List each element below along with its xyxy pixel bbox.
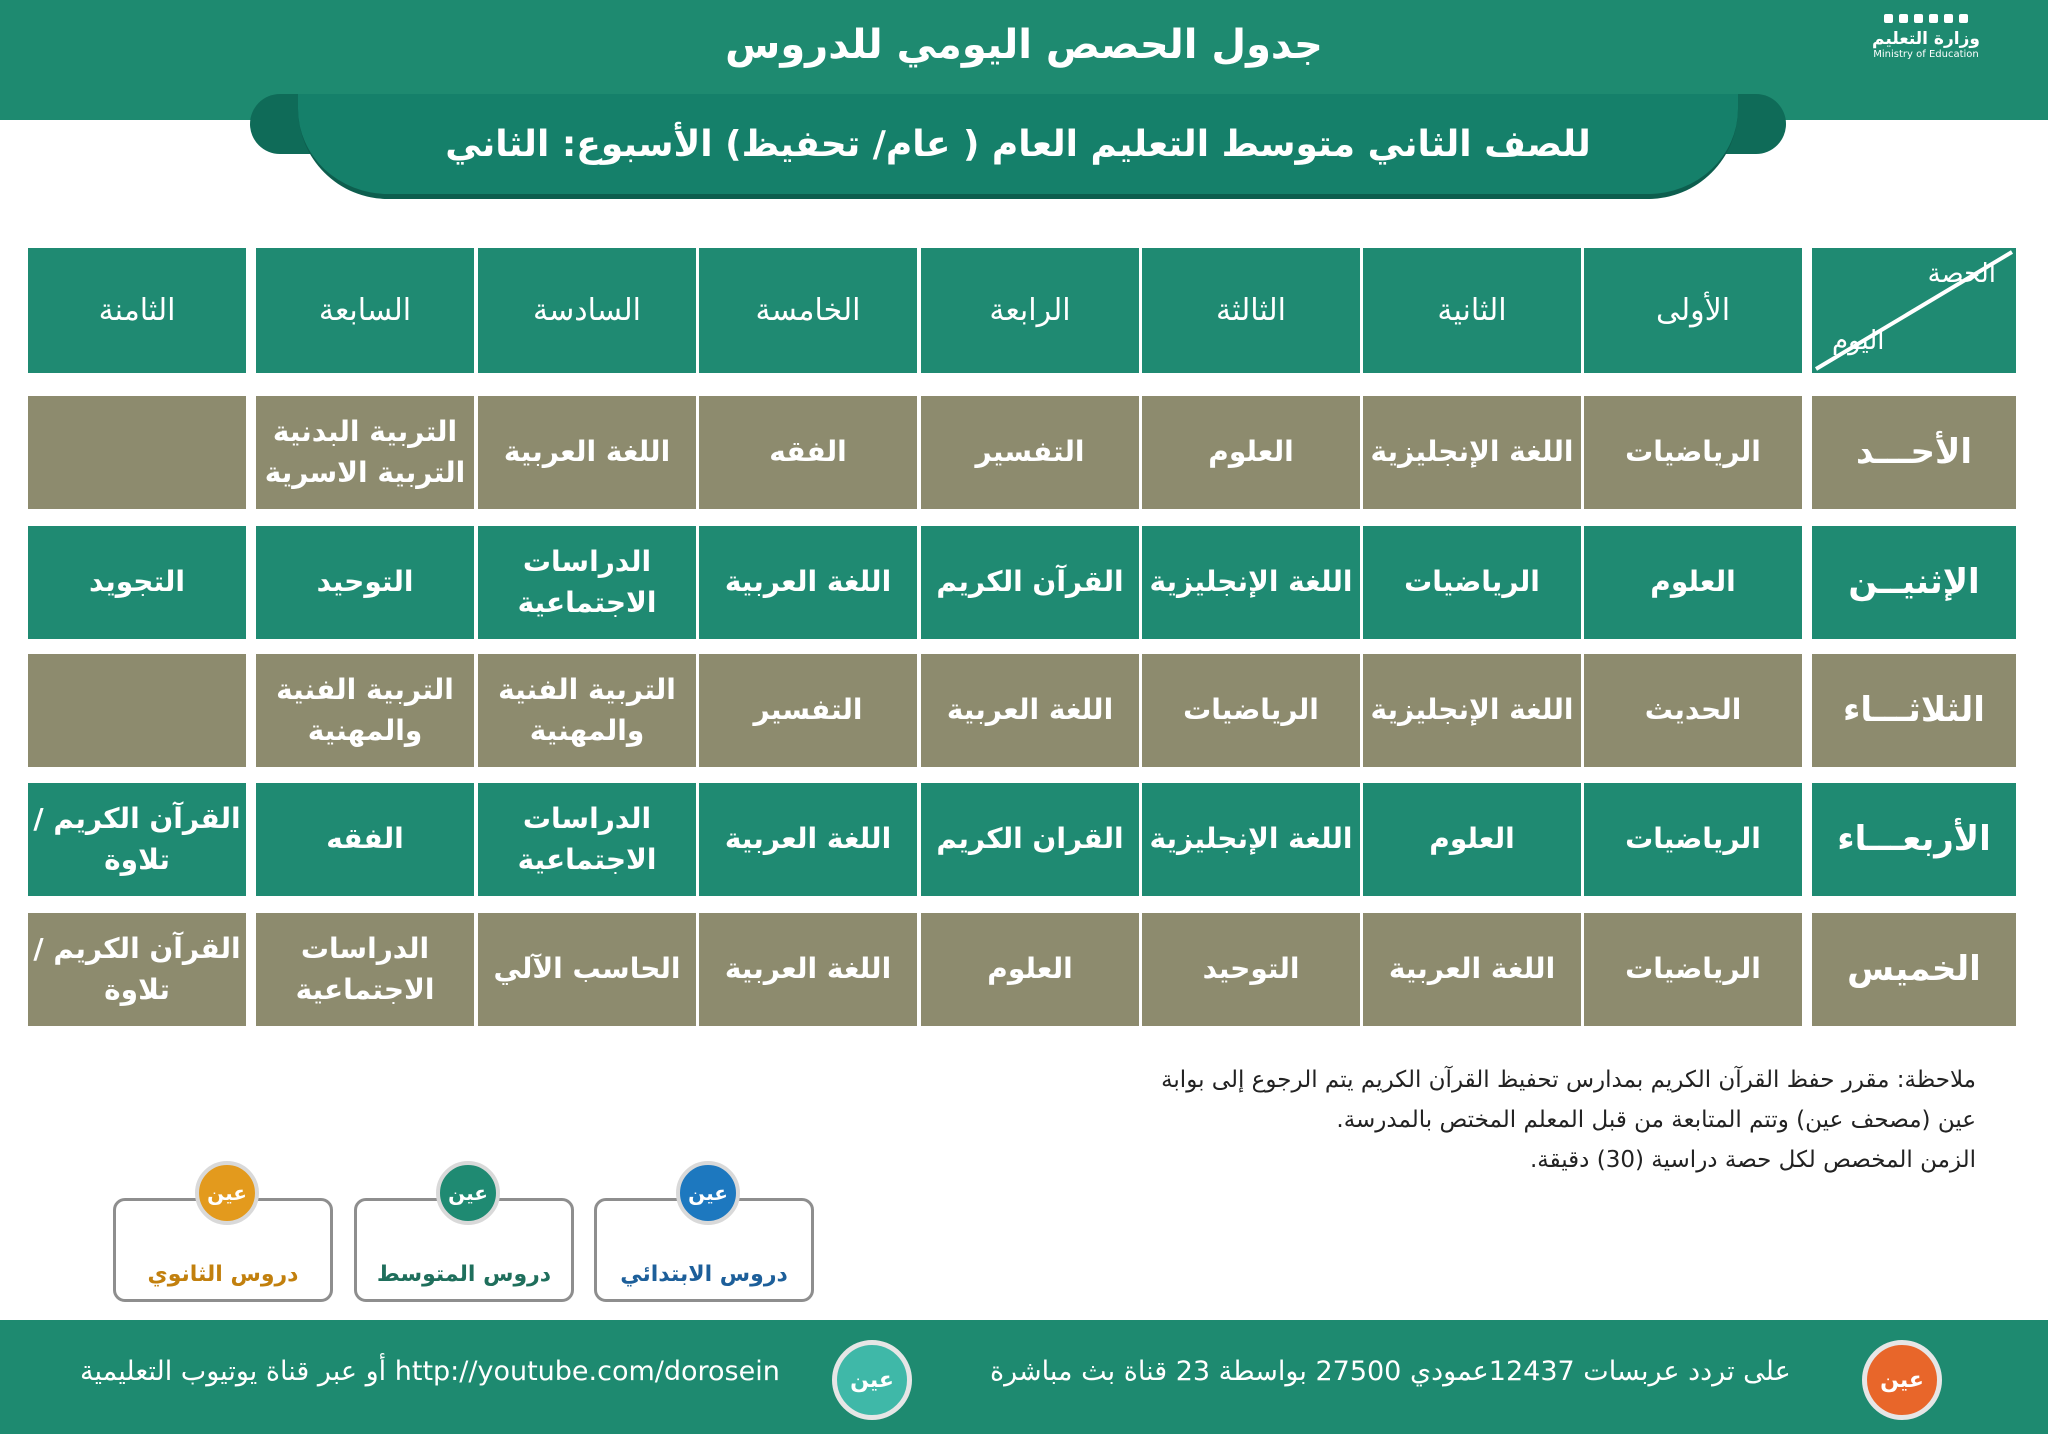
- schedule-cell: [28, 396, 246, 509]
- period-header: الخامسة: [699, 248, 917, 373]
- schedule-cell: اللغة الإنجليزية: [1363, 654, 1581, 767]
- logo-english-text: Ministry of Education: [1873, 49, 1979, 60]
- schedule-cell: القران الكريم: [921, 783, 1139, 896]
- day-label: الأربعـــاء: [1812, 783, 2016, 896]
- youtube-channel-text[interactable]: http://youtube.com/dorosein أو عبر قناة يوتيوب التعليمية: [80, 1356, 780, 1387]
- schedule-cell: الرياضيات: [1363, 526, 1581, 639]
- schedule-cell: اللغة العربية: [699, 913, 917, 1026]
- schedule-cell: اللغة العربية: [699, 526, 917, 639]
- schedule-cell: اللغة الإنجليزية: [1363, 396, 1581, 509]
- schedule-cell: اللغة الإنجليزية: [1142, 526, 1360, 639]
- badge-primary-lessons[interactable]: [594, 1181, 814, 1302]
- day-label: الإثنيــن: [1812, 526, 2016, 639]
- footer-band: [0, 1320, 2048, 1434]
- schedule-note: [940, 1060, 1976, 1180]
- schedule-cell: القرآن الكريم: [921, 526, 1139, 639]
- schedule-cell: العلوم: [1142, 396, 1360, 509]
- badge-secondary-lessons[interactable]: [113, 1181, 333, 1302]
- schedule-cell: التوحيد: [1142, 913, 1360, 1026]
- period-header: الرابعة: [921, 248, 1139, 373]
- period-header: الأولى: [1584, 248, 1802, 373]
- schedule-cell: اللغة الإنجليزية: [1142, 783, 1360, 896]
- day-label: الثلاثـــاء: [1812, 654, 2016, 767]
- badge-label: دروس المتوسط: [376, 1262, 552, 1287]
- period-header: الثانية: [1363, 248, 1581, 373]
- ein-logo-icon: عين: [676, 1161, 740, 1225]
- schedule-cell: الحديث: [1584, 654, 1802, 767]
- note-line: الزمن المخصص لكل حصة دراسية (30) دقيقة.: [1529, 1147, 1976, 1173]
- satellite-frequency-text: على تردد عربسات 12437عمودي 27500 بواسطة 23 قناة بث مباشرة: [990, 1356, 1791, 1387]
- schedule-cell: التوحيد: [256, 526, 474, 639]
- corner-day-label: اليوم: [1832, 326, 1885, 357]
- schedule-cell: الدراسات الاجتماعية: [478, 783, 696, 896]
- schedule-cell: اللغة العربية: [1363, 913, 1581, 1026]
- period-header: الثالثة: [1142, 248, 1360, 373]
- ministry-logo-mark-icon: [1836, 14, 2016, 23]
- schedule-cell: الحاسب الآلي: [478, 913, 696, 1026]
- schedule-cell: التجويد: [28, 526, 246, 639]
- schedule-cell: الرياضيات: [1142, 654, 1360, 767]
- schedule-cell: الرياضيات: [1584, 396, 1802, 509]
- ein-logo-icon: عين: [436, 1161, 500, 1225]
- schedule-cell: العلوم: [921, 913, 1139, 1026]
- period-header: السادسة: [478, 248, 696, 373]
- page-title: جدول الحصص اليومي للدروس: [725, 22, 1323, 68]
- schedule-cell: التربية الفنية والمهنية: [256, 654, 474, 767]
- period-header: السابعة: [256, 248, 474, 373]
- day-label: الأحـــد: [1812, 396, 2016, 509]
- schedule-cell: الرياضيات: [1584, 913, 1802, 1026]
- corner-period-label: الحصة: [1927, 259, 1996, 289]
- schedule-cell: الفقه: [256, 783, 474, 896]
- schedule-cell: القرآن الكريم / تلاوة: [28, 783, 246, 896]
- ein-channel-logo-icon: عين: [832, 1340, 912, 1420]
- schedule-cell: التفسير: [921, 396, 1139, 509]
- schedule-table: [28, 248, 2016, 1028]
- badge-intermediate-lessons[interactable]: [354, 1181, 574, 1302]
- schedule-cell: التربية الفنية والمهنية: [478, 654, 696, 767]
- ein-tv-logo-icon: عين: [1862, 1340, 1942, 1420]
- schedule-cell: الرياضيات: [1584, 783, 1802, 896]
- logo-arabic-text: وزارة التعليم: [1872, 29, 1980, 49]
- schedule-cell: الدراسات الاجتماعية: [478, 526, 696, 639]
- schedule-cell: التفسير: [699, 654, 917, 767]
- day-label: الخميس: [1812, 913, 2016, 1026]
- badge-label: دروس الابتدائي: [620, 1262, 788, 1287]
- schedule-cell: [28, 654, 246, 767]
- period-header: الثامنة: [28, 248, 246, 373]
- page-subtitle: للصف الثاني متوسط التعليم العام ( عام/ تحفيظ) الأسبوع: الثاني: [445, 124, 1591, 165]
- corner-header-cell: [1812, 248, 2016, 373]
- schedule-cell: العلوم: [1584, 526, 1802, 639]
- ein-logo-icon: عين: [195, 1161, 259, 1225]
- schedule-cell: اللغة العربية: [478, 396, 696, 509]
- schedule-cell: التربية البدنية التربية الاسرية: [256, 396, 474, 509]
- badge-label: دروس الثانوي: [147, 1262, 299, 1287]
- note-line: عين (مصحف عين) وتتم المتابعة من قبل المعلم المختص بالمدرسة.: [1336, 1107, 1976, 1133]
- schedule-cell: الدراسات الاجتماعية: [256, 913, 474, 1026]
- schedule-cell: اللغة العربية: [921, 654, 1139, 767]
- schedule-cell: اللغة العربية: [699, 783, 917, 896]
- schedule-cell: الفقه: [699, 396, 917, 509]
- ministry-logo: [1836, 14, 2016, 114]
- schedule-cell: القرآن الكريم / تلاوة: [28, 913, 246, 1026]
- note-line: ملاحظة: مقرر حفظ القرآن الكريم بمدارس تحفيظ القرآن الكريم يتم الرجوع إلى بوابة: [1161, 1067, 1976, 1093]
- schedule-cell: العلوم: [1363, 783, 1581, 896]
